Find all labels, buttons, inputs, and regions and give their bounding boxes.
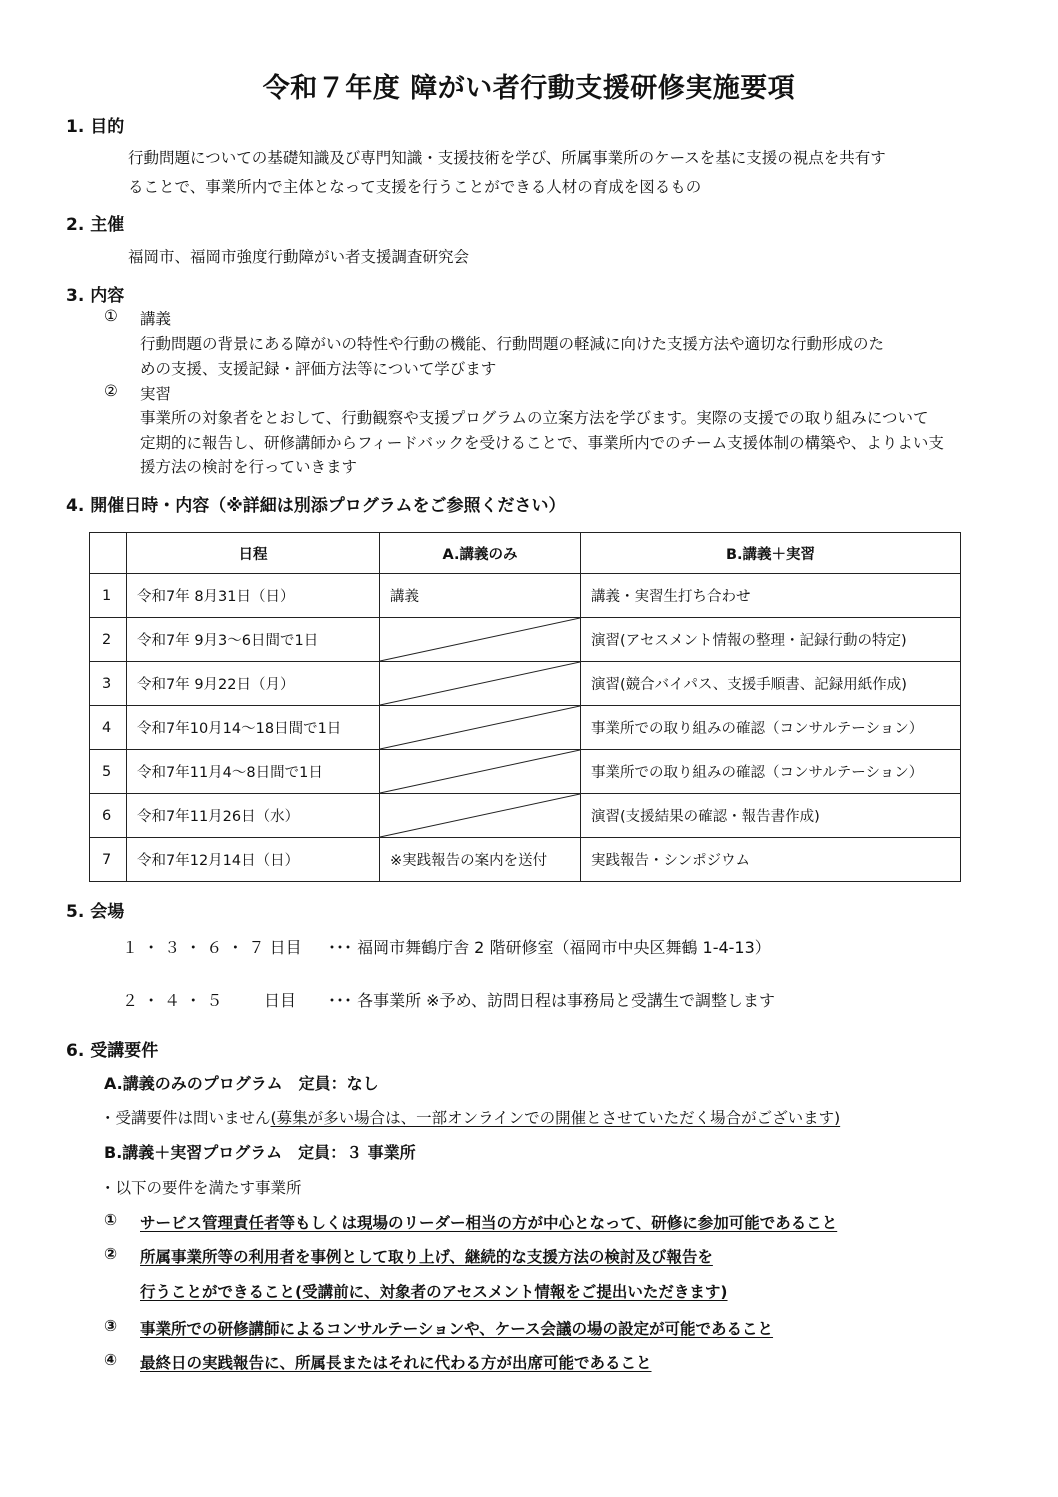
- row-a: [380, 794, 581, 838]
- item-1-line-1: 行動問題の背景にある障がいの特性や行動の機能、行動問題の軽減に向けた支援方法や適切な行動形成のた: [140, 335, 885, 353]
- row-date: 令和7年10月14～18日間で1日: [127, 706, 380, 750]
- program-a-prefix: ・受講要件は問いません: [100, 1109, 271, 1127]
- row-date: 令和7年11月4～8日間で1日: [127, 750, 380, 794]
- item-2-line-1: 事業所の対象者をとおして、行動観察や支援プログラムの立案方法を学びます。実際の支援での取り組みについて: [140, 409, 929, 427]
- row-a: 講義: [380, 574, 581, 618]
- table-row: [90, 574, 961, 618]
- section-1-heading: 1. 目的: [66, 117, 125, 137]
- requirement-3: 事業所での研修講師によるコンサルテーションや、ケース会議の場の設定が可能であること: [140, 1320, 774, 1338]
- row-date: 令和7年 9月22日（月）: [127, 662, 380, 706]
- row-date: 令和7年12月14日（日）: [127, 838, 380, 882]
- requirement-2-line-2: 行うことができること(受講前に、対象者のアセスメント情報をご提出いただきます): [140, 1283, 728, 1301]
- schedule-table: [89, 532, 961, 882]
- row-b: 事業所での取り組みの確認（コンサルテーション）: [581, 750, 961, 794]
- diagonal-slash: [380, 750, 580, 793]
- section-1-line-1: 行動問題についての基礎知識及び専門知識・支援技術を学び、所属事業所のケースを基に支援の視点を共有す: [128, 149, 886, 167]
- diagonal-slash: [380, 662, 580, 705]
- item-1-line-2: めの支援、支援記録・評価方法等について学びます: [140, 360, 497, 378]
- program-a-title: A.講義のみのプログラム 定員：なし: [104, 1074, 379, 1093]
- requirement-4: 最終日の実践報告に、所属長またはそれに代わる方が出席可能であること: [140, 1354, 652, 1372]
- venue-1-days: １ ・ ３ ・ ６ ・ ７ 日目: [122, 938, 302, 957]
- requirement-2-mark: ②: [104, 1245, 118, 1263]
- row-b: 演習(競合バイパス、支援手順書、記録用紙作成): [581, 662, 961, 706]
- row-a: [380, 662, 581, 706]
- row-date: 令和7年 9月3～6日間で1日: [127, 618, 380, 662]
- header-no: [90, 533, 127, 574]
- table-row: [90, 662, 961, 706]
- section-2-heading: 2. 主催: [66, 215, 125, 235]
- section-5-heading: 5. 会場: [66, 902, 125, 922]
- requirement-4-mark: ④: [104, 1351, 118, 1369]
- row-b: 事業所での取り組みの確認（コンサルテーション）: [581, 706, 961, 750]
- item-1-mark: ①: [104, 307, 118, 325]
- program-a-note: (募集が多い場合は、一部オンラインでの開催とさせていただく場合がございます): [270, 1109, 841, 1127]
- item-1-label: 講義: [140, 310, 172, 328]
- row-b: 演習(支援結果の確認・報告書作成): [581, 794, 961, 838]
- venue-2-detail: ･･･ 各事業所 ※予め、訪問日程は事務局と受講生で調整します: [328, 991, 775, 1010]
- item-2-line-3: 援方法の検討を行っていきます: [140, 458, 358, 476]
- row-number: 6: [90, 794, 127, 838]
- table-row: [90, 794, 961, 838]
- table-row: [90, 618, 961, 662]
- row-number: 3: [90, 662, 127, 706]
- row-b: 演習(アセスメント情報の整理・記録行動の特定): [581, 618, 961, 662]
- venue-1-detail: ･･･ 福岡市舞鶴庁舎 2 階研修室（福岡市中央区舞鶴 1-4-13）: [328, 938, 771, 957]
- requirement-1-mark: ①: [104, 1211, 118, 1229]
- section-2-line-1: 福岡市、福岡市強度行動障がい者支援調査研究会: [128, 248, 470, 266]
- table-header-row: [90, 533, 961, 574]
- diagonal-slash: [380, 706, 580, 749]
- item-2-mark: ②: [104, 382, 118, 400]
- section-3-heading: 3. 内容: [66, 286, 125, 306]
- row-a: [380, 618, 581, 662]
- row-number: 2: [90, 618, 127, 662]
- row-number: 5: [90, 750, 127, 794]
- section-1-line-2: ることで、事業所内で主体となって支援を行うことができる人材の育成を図るもの: [128, 178, 702, 196]
- row-date: 令和7年 8月31日（日）: [127, 574, 380, 618]
- row-number: 7: [90, 838, 127, 882]
- venue-2-days-suffix: 日目: [264, 991, 297, 1010]
- item-2-label: 実習: [140, 385, 172, 403]
- table-row: [90, 706, 961, 750]
- table-row: [90, 750, 961, 794]
- requirement-2-line-1: 所属事業所等の利用者を事例として取り上げ、継続的な支援方法の検討及び報告を: [140, 1248, 713, 1266]
- row-a: [380, 706, 581, 750]
- header-a: A.講義のみ: [380, 533, 581, 574]
- header-b: B.講義＋実習: [581, 533, 961, 574]
- row-number: 1: [90, 574, 127, 618]
- row-b: 実践報告・シンポジウム: [581, 838, 961, 882]
- section-4-heading: 4. 開催日時・内容（※詳細は別添プログラムをご参照ください）: [66, 496, 566, 516]
- row-number: 4: [90, 706, 127, 750]
- requirement-1: サービス管理責任者等もしくは現場のリーダー相当の方が中心となって、研修に参加可能であること: [140, 1214, 838, 1232]
- row-date: 令和7年11月26日（水）: [127, 794, 380, 838]
- page-title: 令和７年度 障がい者行動支援研修実施要項: [262, 73, 796, 104]
- row-a: [380, 750, 581, 794]
- venue-2-days: ２ ・ ４ ・ ５: [122, 991, 223, 1010]
- requirement-3-mark: ③: [104, 1317, 118, 1335]
- row-a: ※実践報告の案内を送付: [380, 838, 581, 882]
- program-a-requirement: [100, 1106, 840, 1128]
- diagonal-slash: [380, 618, 580, 661]
- diagonal-slash: [380, 794, 580, 837]
- header-date: 日程: [127, 533, 380, 574]
- row-b: 講義・実習生打ち合わせ: [581, 574, 961, 618]
- program-b-intro: ・以下の要件を満たす事業所: [100, 1179, 302, 1197]
- table-row: [90, 838, 961, 882]
- item-2-line-2: 定期的に報告し、研修講師からフィードバックを受けることで、事業所内でのチーム支援体制の構築や、よりよい支: [140, 434, 944, 452]
- section-6-heading: 6. 受講要件: [66, 1041, 159, 1061]
- program-b-title: B.講義＋実習プログラム 定員：３ 事業所: [104, 1143, 416, 1162]
